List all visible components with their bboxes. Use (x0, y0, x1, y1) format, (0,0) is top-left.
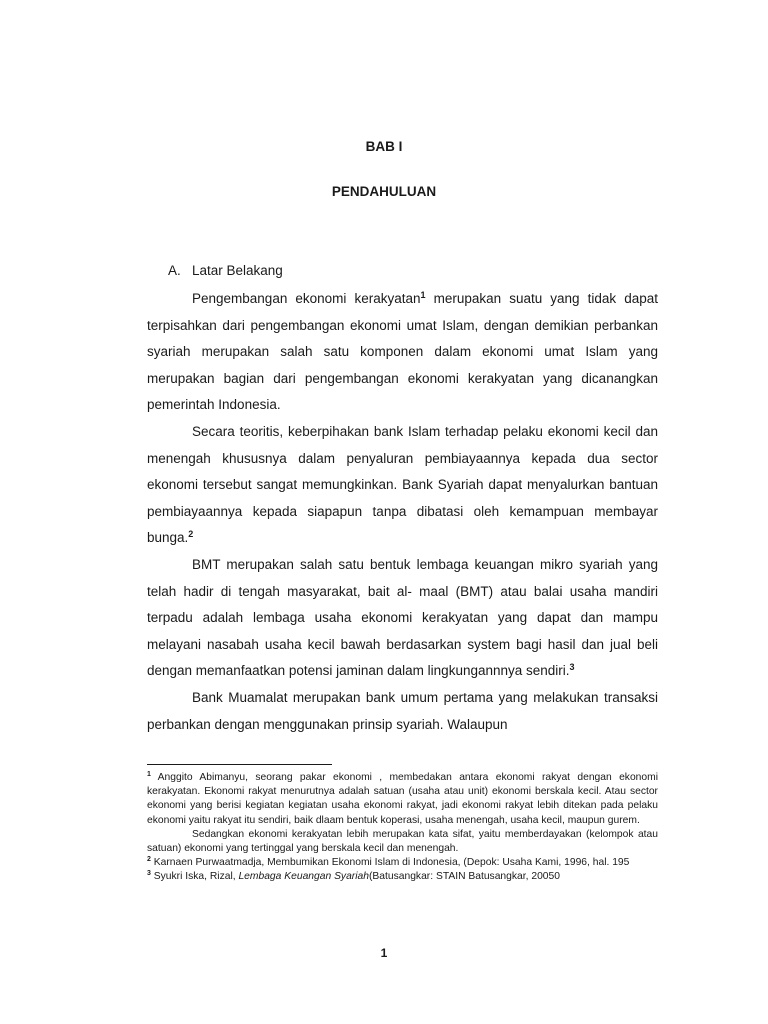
footnote (147, 870, 658, 884)
section-heading (168, 262, 283, 280)
footnote-ref: 2 (188, 529, 194, 540)
body-text (147, 286, 658, 738)
paragraph (147, 685, 658, 738)
footnote-text: Karnaen Purwaatmadja, Membumikan Ekonomi Islam di Indonesia, (Depok: Usaha Kami, 1996, hal. 195 (150, 857, 630, 869)
page-number: 1 (380, 946, 388, 960)
footnote-text: Syukri Iska, Rizal, (150, 871, 239, 883)
paragraph-text: Pengembangan ekonomi kerakyatan (192, 291, 421, 306)
footnote (147, 856, 658, 870)
footnote-text: Anggito Abimanyu, seorang pakar ekonomi , membedakan antara ekonomi rakyat dengan ekonomi kerakyatan. Ekonomi rakyat menurutnya adalah satuan (usaha atau unit) ekonomi berskala kecil. Atau sector ekonomi yang berisi kegiatan kegiatan usaha ekonomi rakyat, jadi ekonomi rakyat lebih ditekan pada pelaku ekonomi yaitu rakyat itu sendiri, baik dlaam bentuk koperasi, usaha menengah, usaha kecil, maupun gurem. (147, 772, 658, 826)
footnote-book-title: Lembaga Keuangan Syariah (238, 871, 369, 883)
footnote-continuation: Sedangkan ekonomi kerakyatan lebih merupakan kata sifat, yaitu memberdayakan (kelompok atau satuan) ekonomi yang tertinggal yang berskala kecil dan menengah. (147, 828, 658, 855)
footnote-number: 1 (147, 771, 151, 779)
footnote-text: (Batusangkar: STAIN Batusangkar, 20050 (368, 871, 560, 883)
footnote-number: 2 (147, 856, 151, 864)
chapter-heading: BAB I (365, 139, 403, 154)
footnote (147, 771, 658, 828)
chapter-title: PENDAHULUAN (331, 184, 437, 199)
paragraph (147, 286, 658, 419)
paragraph-text: Bank Muamalat merupakan bank umum pertama yang melakukan transaksi perbankan dengan menggunakan prinsip syariah. Walaupun (147, 689, 658, 732)
footnote-number: 3 (147, 870, 151, 878)
footnotes (147, 771, 658, 885)
paragraph (147, 419, 658, 552)
footnote-ref: 1 (420, 290, 426, 301)
footnote-ref: 3 (569, 662, 575, 673)
footnote-separator (147, 764, 332, 765)
paragraph-text: Secara teoritis, keberpihakan bank Islam terhadap pelaku ekonomi kecil dan menengah khususnya dalam penyaluran pembiayaannya kepada dua sector ekonomi tersebut sangat memungkinkan. Bank Syariah dapat menyalurkan bantuan pembiayaannya kepada siapapun tanpa dibatasi oleh kemampuan membayar bunga. (147, 423, 658, 546)
section-label: A. (168, 263, 181, 278)
paragraph (147, 552, 658, 685)
section-title: Latar Belakang (192, 263, 283, 278)
paragraph-text: BMT merupakan salah satu bentuk lembaga keuangan mikro syariah yang telah hadir di tengah masyarakat, bait al- maal (BMT) atau balai usaha mandiri terpadu adalah lembaga usaha ekonomi kerakyatan yang dapat dan mampu melayani nasabah usaha kecil bawah berdasarkan system bagi hasil dan jual beli dengan memanfaatkan potensi jaminan dalam lingkungannnya sendiri. (147, 556, 658, 679)
paragraph-text: merupakan suatu yang tidak dapat terpisahkan dari pengembangan ekonomi umat Islam, dengan demikian perbankan syariah merupakan salah satu komponen dalam ekonomi umat Islam yang merupakan bagian dari pengembangan ekonomi kerakyatan yang dicanangkan pemerintah Indonesia. (147, 291, 658, 413)
